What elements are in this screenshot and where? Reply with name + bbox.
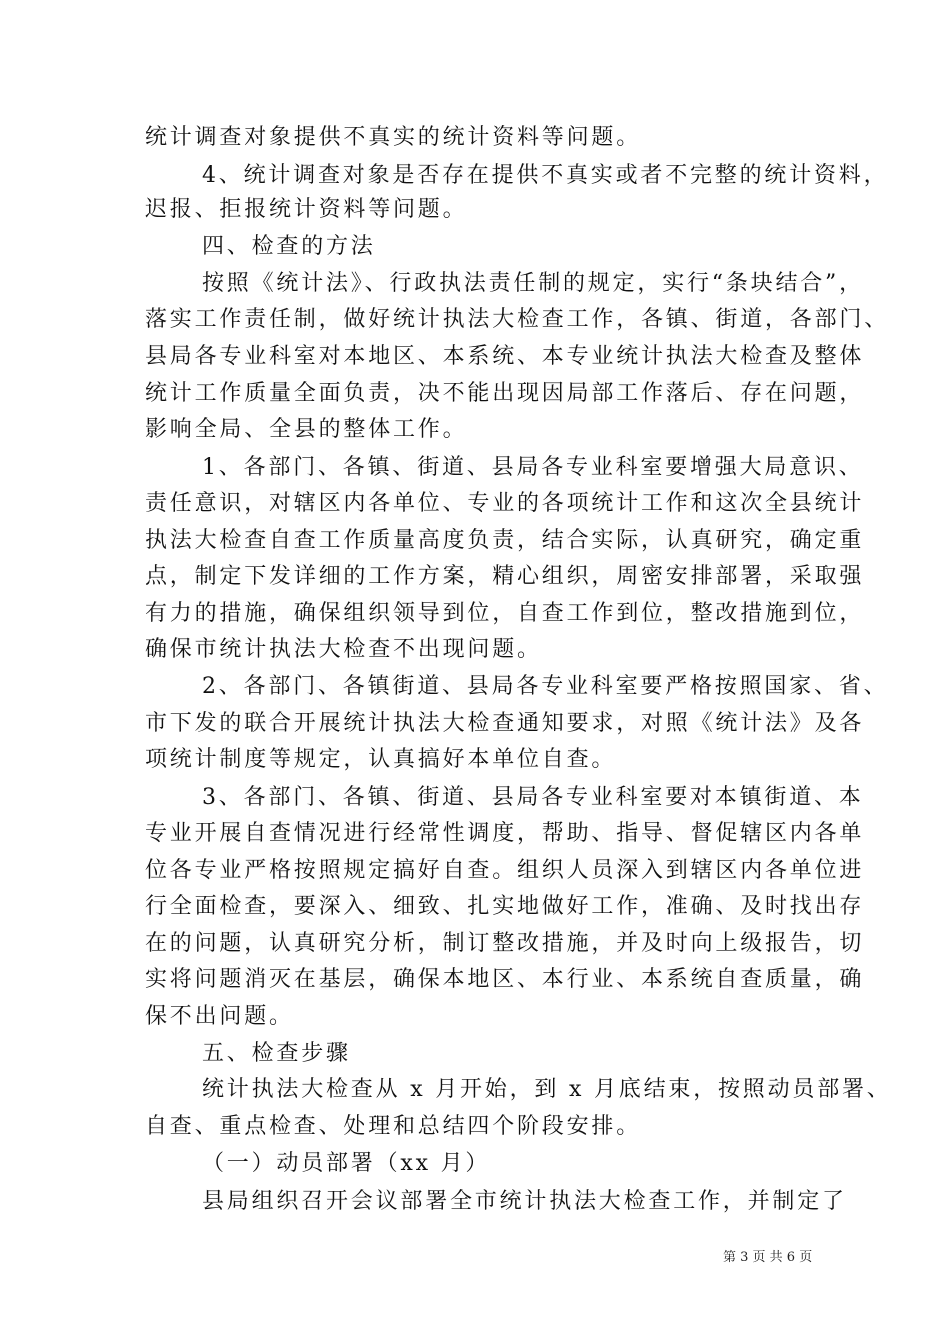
text-line: 统计工作质量全面负责，决不能出现因局部工作落后、存在问题， (145, 381, 865, 406)
text-line: 统计调查对象提供不真实的统计资料等问题。 (145, 125, 642, 150)
text-line: 确保市统计执法大检查不出现问题。 (145, 637, 542, 662)
section-heading: 四、检查的方法 (202, 234, 376, 259)
text-line: 位各专业严格按照规定搞好自查。组织人员深入到辖区内各单位进 (145, 858, 865, 883)
text-line: 影响全局、全县的整体工作。 (145, 417, 468, 442)
text-line: 落实工作责任制，做好统计执法大检查工作，各镇、街道，各部门、 (145, 307, 890, 332)
text-line: 迟报、拒报统计资料等问题。 (145, 197, 468, 222)
text-line: 市下发的联合开展统计执法大检查通知要求，对照《统计法》及各 (145, 711, 865, 736)
text-line: 点，制定下发详细的工作方案，精心组织，周密安排部署，采取强 (145, 564, 865, 589)
text-line: 自查、重点检查、处理和总结四个阶段安排。 (145, 1114, 642, 1139)
text-line: 保不出问题。 (145, 1004, 294, 1029)
text-line: 2、各部门、各镇街道、县局各专业科室要严格按照国家、省、 (202, 674, 889, 699)
page-number: 第 3 页 共 6 页 (723, 1250, 813, 1265)
text-line: 责任意识，对辖区内各单位、专业的各项统计工作和这次全县统计 (145, 491, 865, 516)
text-line: 县局组织召开会议部署全市统计执法大检查工作，并制定了 (202, 1189, 847, 1214)
text-line: 统计执法大检查从 x 月开始，到 x 月底结束，按照动员部署、 (202, 1077, 892, 1102)
text-line: 县局各专业科室对本地区、本系统、本专业统计执法大检查及整体 (145, 344, 865, 369)
text-line: 实将问题消灭在基层，确保本地区、本行业、本系统自查质量，确 (145, 967, 865, 992)
text-line: 4、统计调查对象是否存在提供不真实或者不完整的统计资料， (202, 163, 889, 188)
section-heading: 五、检查步骤 (202, 1041, 351, 1066)
text-line: 有力的措施，确保组织领导到位，自查工作到位，整改措施到位， (145, 601, 865, 626)
text-line: 行全面检查，要深入、细致、扎实地做好工作，准确、及时找出存 (145, 894, 865, 919)
text-line: 3、各部门、各镇、街道、县局各专业科室要对本镇街道、本 (202, 785, 864, 810)
text-line: 执法大检查自查工作质量高度负责，结合实际，认真研究，确定重 (145, 528, 865, 553)
text-line: 项统计制度等规定，认真搞好本单位自查。 (145, 747, 617, 772)
text-line: 专业开展自查情况进行经常性调度，帮助、指导、督促辖区内各单 (145, 821, 865, 846)
text-line: 1、各部门、各镇、街道、县局各专业科室要增强大局意识、 (202, 455, 864, 480)
text-line: 在的问题，认真研究分析，制订整改措施，并及时向上级报告，切 (145, 931, 865, 956)
text-line: 按照《统计法》、行政执法责任制的规定，实行“条块结合”， (202, 271, 864, 296)
subsection-heading: （一）动员部署（xx 月） (202, 1151, 491, 1176)
